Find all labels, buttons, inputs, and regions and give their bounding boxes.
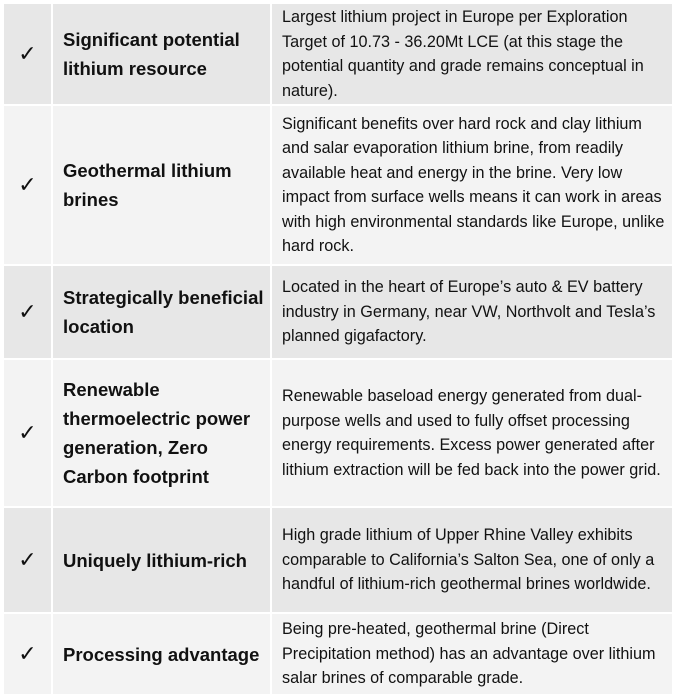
table-row [3,507,673,613]
table-row [3,265,673,359]
row-title: Significant potential lithium resource [52,3,271,105]
table-row [3,613,673,695]
table-row [3,105,673,265]
row-description: High grade lithium of Upper Rhine Valley exhibits comparable to California’s Salton Sea, one of only a handful of lithium-rich geothermal brines worldwide. [271,507,673,613]
row-title: Renewable thermoelectric power generation, Zero Carbon footprint [52,359,271,507]
checkmark-icon: ✓ [3,359,52,507]
checkmark-icon: ✓ [3,507,52,613]
advantages-table [2,2,674,696]
checkmark-icon: ✓ [3,265,52,359]
checkmark-icon: ✓ [3,105,52,265]
row-title: Uniquely lithium-rich [52,507,271,613]
row-title: Processing advantage [52,613,271,695]
row-description: Being pre-heated, geothermal brine (Direct Precipitation method) has an advantage over lithium salar brines of comparable grade. [271,613,673,695]
row-description: Significant benefits over hard rock and clay lithium and salar evaporation lithium brine, from readily available heat and energy in the brine. Very low impact from surface wells means it can work in areas with high environmental standards like Europe, unlike hard rock. [271,105,673,265]
row-description: Largest lithium project in Europe per Exploration Target of 10.73 - 36.20Mt LCE (at this stage the potential quantity and grade remains conceptual in nature). [271,3,673,105]
row-title: Geothermal lithium brines [52,105,271,265]
row-title: Strategically beneficial location [52,265,271,359]
row-description: Renewable baseload energy generated from dual-purpose wells and used to fully offset processing energy requirements. Excess power generated after lithium extraction will be fed back into the power grid. [271,359,673,507]
table-row [3,359,673,507]
checkmark-icon: ✓ [3,613,52,695]
row-description: Located in the heart of Europe’s auto & EV battery industry in Germany, near VW, Northvolt and Tesla’s planned gigafactory. [271,265,673,359]
checkmark-icon: ✓ [3,3,52,105]
table-row [3,3,673,105]
